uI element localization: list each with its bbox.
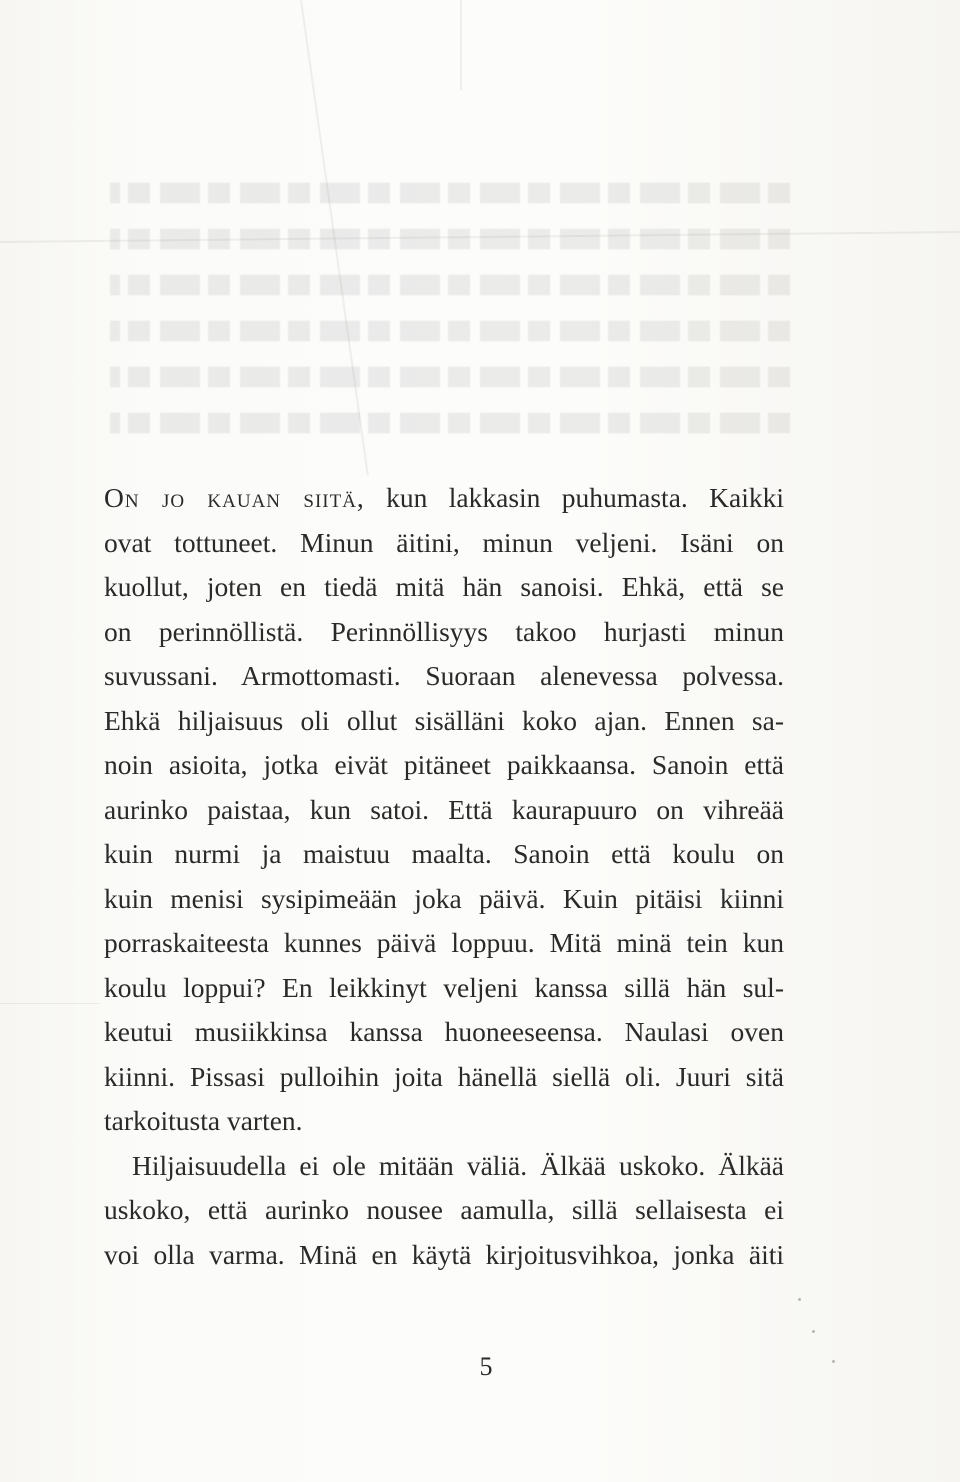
text-line: kuollut, joten en tiedä mitä hän sanoisi. Ehkä, että se — [104, 571, 784, 602]
paper-crease — [460, 0, 462, 90]
text-line: koulu loppui? En leikkinyt veljeni kanssa sillä hän sul- — [104, 971, 784, 1003]
text-line: aurinko paistaa, kun satoi. Että kaurapuuro on vihreää — [104, 793, 784, 825]
text-line: porraskaiteesta kunnes päivä loppuu. Mitä minä tein kun — [104, 927, 784, 958]
paragraph-1 — [104, 476, 784, 1144]
text-line: uskoko, että aurinko nousee aamulla, sillä sellaisesta ei — [104, 1194, 784, 1225]
page-number: 5 — [479, 1352, 493, 1381]
text-line: kuin nurmi ja maistuu maalta. Sanoin että koulu on — [104, 838, 784, 869]
text-line: tarkoitusta varten. — [104, 1105, 303, 1136]
text-line: noin asioita, jotka eivät pitäneet paikkaansa. Sanoin että — [104, 749, 784, 780]
paper-speck — [812, 1330, 815, 1333]
text-line: Ehkä hiljaisuus oli ollut sisälläni koko ajan. Ennen sa- — [104, 704, 784, 736]
text-line: kiinni. Pissasi pulloihin joita hänellä siellä oli. Juuri sitä — [104, 1060, 784, 1092]
show-through-text — [110, 170, 790, 470]
text-line: ovat tottuneet. Minun äitini, minun veljeni. Isäni on — [104, 526, 784, 558]
text-line: keutui musiikkinsa kanssa huoneeseensa. Naulasi oven — [104, 1016, 784, 1047]
text-line: on perinnöllistä. Perinnöllisyys takoo hurjasti minun — [104, 615, 784, 647]
body-text — [104, 476, 784, 1277]
text-line: kuin menisi sysipimeään joka päivä. Kuin pitäisi kiinni — [104, 882, 784, 914]
text-line: voi olla varma. Minä en käytä kirjoitusvihkoa, jonka äiti — [104, 1238, 784, 1270]
paragraph-2 — [104, 1144, 784, 1278]
paper-speck — [798, 1298, 801, 1301]
paper-crease — [0, 1003, 100, 1004]
chapter-opening-smallcaps: On jo kauan siitä, — [104, 482, 365, 513]
text-line: On jo kauan siitä, kun lakkasin puhumasta. Kaikki — [104, 482, 784, 513]
text-line: suvussani. Armottomasti. Suoraan alenevessa polvessa. — [104, 660, 784, 691]
text-line: Hiljaisuudella ei ole mitään väliä. Älkää uskoko. Älkää — [132, 1149, 784, 1181]
